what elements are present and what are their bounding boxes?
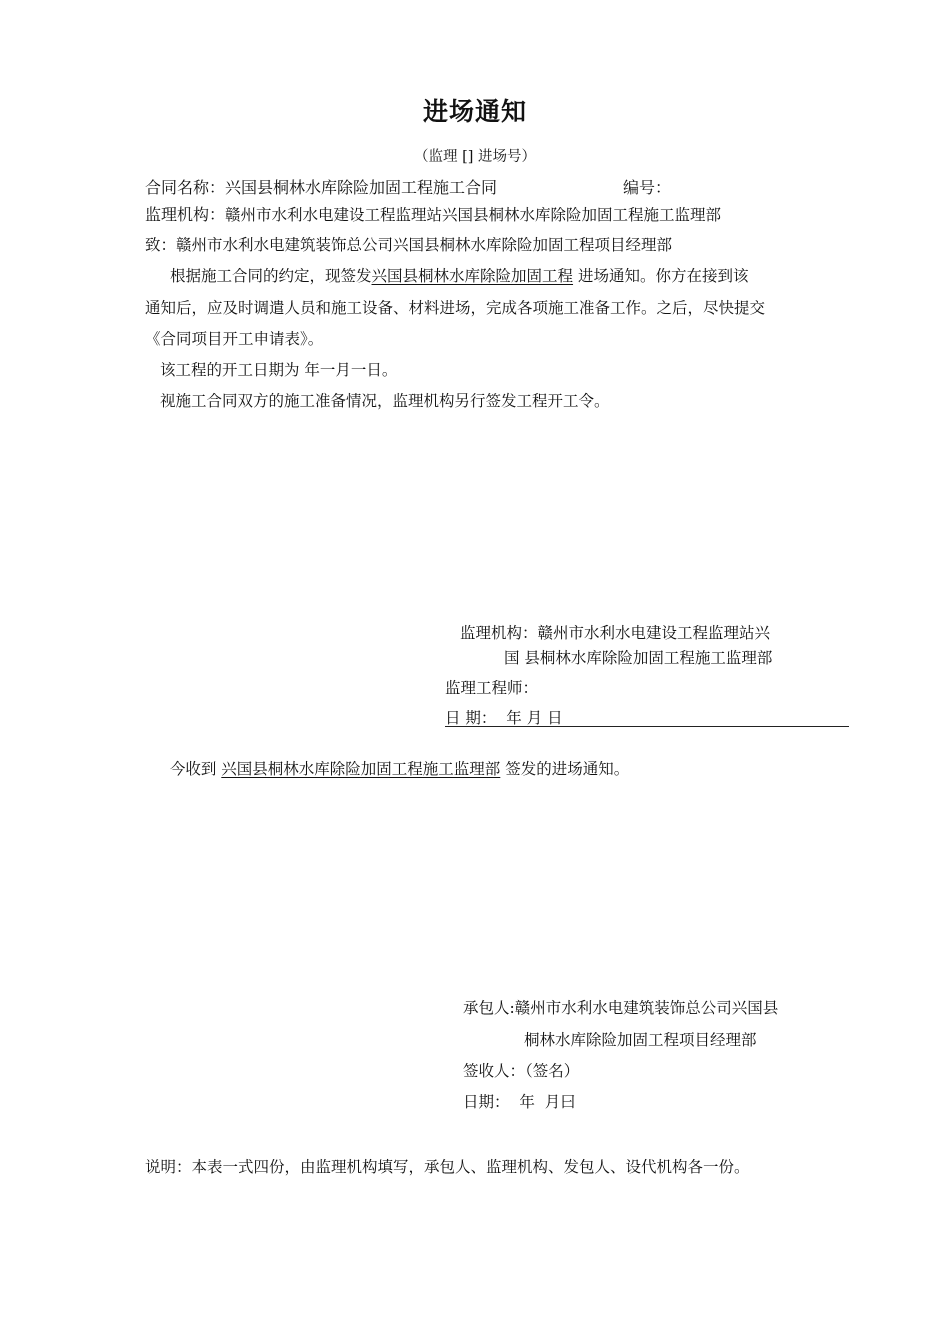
body-paragraph-line-3: 《合同项目开工申请表》。	[145, 330, 324, 348]
signature-divider-line	[445, 726, 849, 727]
contract-name-value: 兴国县桐林水库除险加固工程施工合同	[225, 178, 498, 197]
body-p1-post: 进场通知。你方在接到该	[573, 267, 749, 285]
contract-name-row	[145, 175, 497, 198]
supervisor-sign-org-line-2: 国 县桐林水库除险加固工程施工监理部	[504, 649, 773, 667]
document-title: 进场通知	[422, 97, 527, 126]
receipt-org: 兴国县桐林水库除险加固工程施工监理部	[221, 760, 501, 778]
contractor-sign-line-1: 承包人:赣州市水利水电建筑装饰总公司兴国县	[463, 999, 779, 1017]
supervisor-org-value: 赣州市水利水电建设工程监理站兴国县桐林水库除险加固工程施工监理部	[225, 206, 722, 224]
body-p1-pre: 根据施工合同的约定，现签发	[170, 267, 372, 285]
receipt-pre: 今收到	[169, 760, 222, 778]
start-date-line: 该工程的开工日期为 年一月一日。	[160, 361, 398, 379]
body-paragraph-line-1	[170, 264, 748, 286]
body-paragraph-line-2: 通知后，应及时调遣人员和施工设备、材料进场，完成各项施工准备工作。之后，尽快提交	[145, 299, 766, 317]
supervisor-org-label: 监理机构：	[145, 205, 226, 224]
supervisor-date-label: 日 期： 年 月 日	[445, 709, 563, 727]
supervisor-engineer-label: 监理工程师：	[445, 679, 539, 697]
contract-name-label: 合同名称：	[145, 178, 226, 197]
start-order-line: 视施工合同双方的施工准备情况，监理机构另行签发工程开工令。	[160, 392, 610, 410]
receipt-line	[160, 739, 629, 779]
addressee-label: 致：	[145, 236, 177, 254]
receipt-post: 签发的进场通知。	[500, 760, 630, 778]
contractor-date-label: 日期： 年 月曰	[463, 1093, 576, 1111]
footer-note: 说明：本表一式四份，由监理机构填写，承包人、监理机构、发包人、设代机构各一份。	[145, 1158, 750, 1176]
supervisor-org-row	[145, 202, 721, 225]
addressee-value: 赣州市水利水电建筑装饰总公司兴国县桐林水库除险加固工程项目经理部	[176, 236, 673, 254]
contractor-signer-label: 签收人：（签名）	[463, 1062, 580, 1080]
contractor-sign-line-2: 桐林水库除险加固工程项目经理部	[524, 1031, 757, 1049]
supervisor-sign-org-line-1: 监理机构：赣州市水利水电建设工程监理站兴	[460, 624, 771, 642]
addressee-row	[145, 233, 672, 255]
document-subtitle: （监理 [] 进场号）	[413, 149, 537, 165]
contract-number-label: 编号：	[623, 178, 672, 197]
body-p1-project: 兴国县桐林水库除险加固工程	[371, 267, 574, 285]
